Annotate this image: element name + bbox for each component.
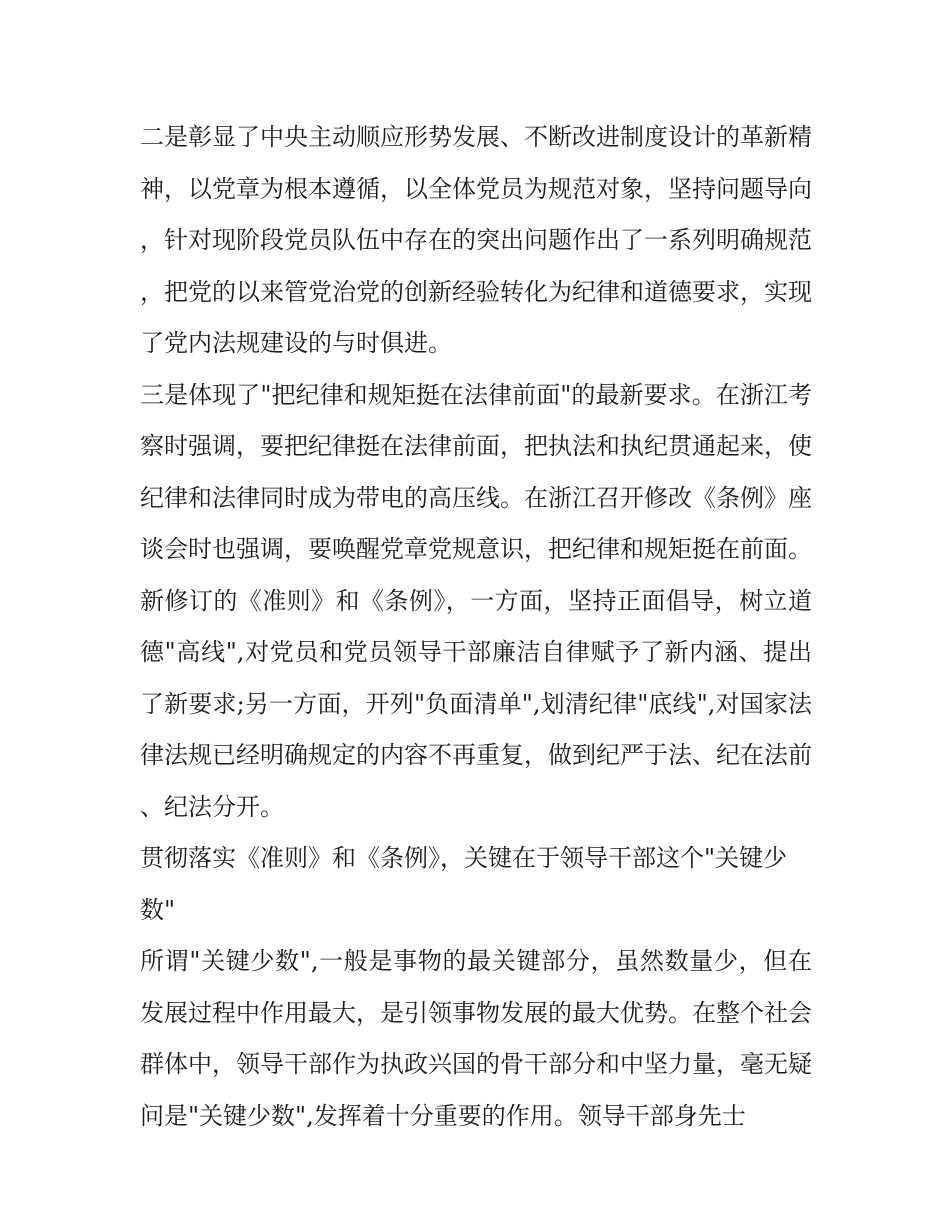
section-heading-key-minority: 贯彻落实《准则》和《条例》，关键在于领导干部这个"关键少数" bbox=[140, 844, 788, 924]
paragraph-key-minority: 所谓"关键少数",一般是事物的最关键部分，虽然数量少，但在发展过程中作用最大，是引领事物发展的最大优势。在整个社会群体中，领导干部作为执政兴国的骨干部分和中坚力量，毫无疑问是"关键少数",发挥着十分重要的作用。领导干部身先士 bbox=[140, 947, 812, 1130]
document-page bbox=[140, 112, 812, 1142]
paragraph-innovation-spirit: 二是彰显了中央主动顺应形势发展、不断改进制度设计的革新精神，以党章为根本遵循，以全体党员为规范对象，坚持问题导向，针对现阶段党员队伍中存在的突出问题作出了一系列明确规范，把党的以来管党治党的创新经验转化为纪律和道德要求，实现了党内法规建设的与时俱进。 bbox=[140, 123, 812, 357]
paragraph-discipline-before-law: 三是体现了"把纪律和规矩挺在法律前面"的最新要求。在浙江考察时强调，要把纪律挺在法律前面，把执法和执纪贯通起来，使纪律和法律同时成为带电的高压线。在浙江召开修改《条例》座谈会时也强调，要唤醒党章党规意识，把纪律和规矩挺在前面。新修订的《准则》和《条例》，一方面，坚持正面倡导，树立道德"高线",对党员和党员领导干部廉洁自律赋予了新内涵、提出了新要求;另一方面，开列"负面清单",划清纪律"底线",对国家法律法规已经明确规定的内容不再重复，做到纪严于法、纪在法前、纪法分开。 bbox=[140, 380, 812, 821]
